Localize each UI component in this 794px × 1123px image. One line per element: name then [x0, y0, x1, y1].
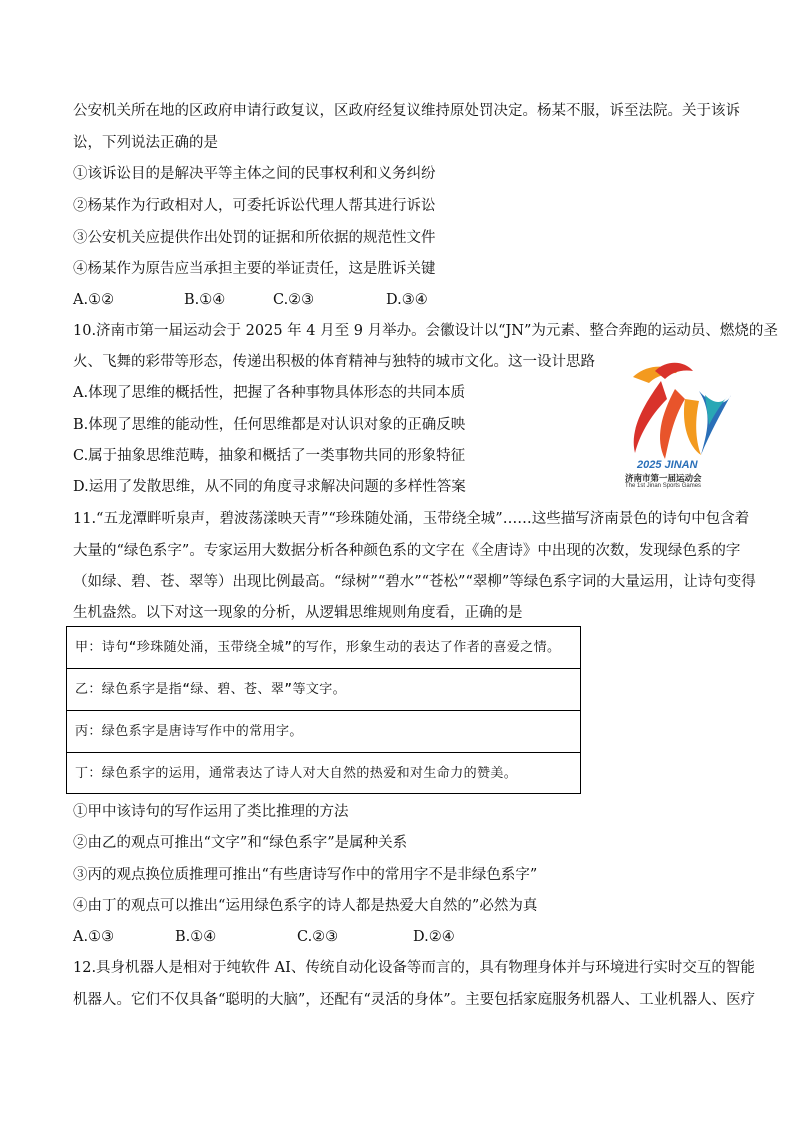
q11-option-a: A.①③ [73, 929, 115, 945]
q9-line-1: 公安机关所在地的区政府申请行政复议，区政府经复议维持原处罚决定。杨某不服，诉至法院。关于该诉 [73, 103, 740, 119]
q11-option-c: C.②③ [297, 929, 339, 945]
q11-option-b: B.①④ [175, 929, 217, 945]
q11-statement-2: ②由乙的观点可推出“文字”和“绿色系字”是属种关系 [73, 835, 408, 851]
q11-viewpoint-table [66, 626, 581, 794]
q11-stem-line-3: （如绿、碧、苍、翠等）出现比例最高。“绿树”“碧水”“苍松”“翠柳”等绿色系字词的大量运用，让诗句变得 [73, 574, 756, 590]
table-row-yi [67, 669, 580, 711]
q12-stem-line-2: 机器人。它们不仅具备“聪明的大脑”，还配有“灵活的身体”。主要包括家庭服务机器人、工业机器人、医疗 [73, 992, 756, 1008]
q10-option-b: B.体现了思维的能动性，任何思维都是对认识对象的正确反映 [73, 417, 466, 433]
table-cell-jia: 甲：诗句“珍珠随处涌，玉带绕全城”的写作，形象生动的表达了作者的喜爱之情。 [75, 640, 561, 655]
jinan-games-logo [615, 355, 735, 495]
q9-statement-4: ④杨某作为原告应当承担主要的举证责任，这是胜诉关键 [73, 261, 436, 277]
q10-stem-line-1: 10.济南市第一届运动会于 2025 年 4 月至 9 月举办。会徽设计以“JN”为元素、整合奔跑的运动员、燃烧的圣 [73, 323, 778, 339]
q9-statement-3: ③公安机关应提供作出处罚的证据和所依据的规范性文件 [73, 230, 436, 246]
q9-option-d: D.③④ [386, 292, 428, 308]
q12-stem-line-1: 12.具身机器人是相对于纯软件 AI、传统自动化设备等而言的，具有物理身体并与环境进行实时交互的智能 [73, 960, 755, 976]
q9-option-a: A.①② [73, 292, 115, 308]
q11-stem-line-1: 11.“五龙潭畔听泉声，碧波荡漾映天青”“珍珠随处涌，玉带绕全城”……这些描写济南景色的诗句中包含着 [73, 511, 750, 527]
q10-option-d: D.运用了发散思维，从不同的角度寻求解决问题的多样性答案 [73, 479, 466, 495]
table-row-bing [67, 711, 580, 753]
q11-statement-3: ③丙的观点换位质推理可推出“有些唐诗写作中的常用字不是非绿色系字” [73, 867, 538, 883]
q9-line-2: 讼，下列说法正确的是 [73, 135, 218, 151]
q10-option-a: A.体现了思维的概括性，把握了各种事物具体形态的共同本质 [73, 385, 466, 401]
q9-statement-2: ②杨某作为行政相对人，可委托诉讼代理人帮其进行诉讼 [73, 198, 436, 214]
q11-option-d: D.②④ [413, 929, 455, 945]
q11-statement-1: ①甲中该诗句的写作运用了类比推理的方法 [73, 804, 349, 820]
q11-stem-line-4: 生机盎然。以下对这一现象的分析，从逻辑思维规则角度看，正确的是 [73, 605, 523, 621]
logo-en-name: The 1st Jinan Sports Games [625, 483, 702, 489]
logo-cn-name: 济南市第一届运动会 [625, 473, 702, 483]
logo-year-text: 2025 JINAN [637, 459, 698, 471]
q9-option-c: C.②③ [273, 292, 315, 308]
q9-option-b: B.①④ [184, 292, 226, 308]
table-cell-ding: 丁：绿色系字的运用，通常表达了诗人对大自然的热爱和对生命力的赞美。 [75, 766, 518, 781]
q10-option-c: C.属于抽象思维范畴，抽象和概括了一类事物共同的形象特征 [73, 448, 466, 464]
q11-stem-line-2: 大量的“绿色系字”。专家运用大数据分析各种颜色系的文字在《全唐诗》中出现的次数，发现绿色系的字 [73, 543, 741, 559]
table-cell-yi: 乙：绿色系字是指“绿、碧、苍、翠”等文字。 [75, 682, 347, 697]
q10-stem-line-2: 火、飞舞的彩带等形态，传递出积极的体育精神与独特的城市文化。这一设计思路 [73, 354, 595, 370]
table-row-jia [67, 627, 580, 669]
table-row-ding [67, 753, 580, 795]
q9-statement-1: ①该诉讼目的是解决平等主体之间的民事权利和义务纠纷 [73, 166, 436, 182]
table-cell-bing: 丙：绿色系字是唐诗写作中的常用字。 [75, 724, 303, 739]
q11-statement-4: ④由丁的观点可以推出“运用绿色系字的诗人都是热爱大自然的”必然为真 [73, 898, 538, 914]
